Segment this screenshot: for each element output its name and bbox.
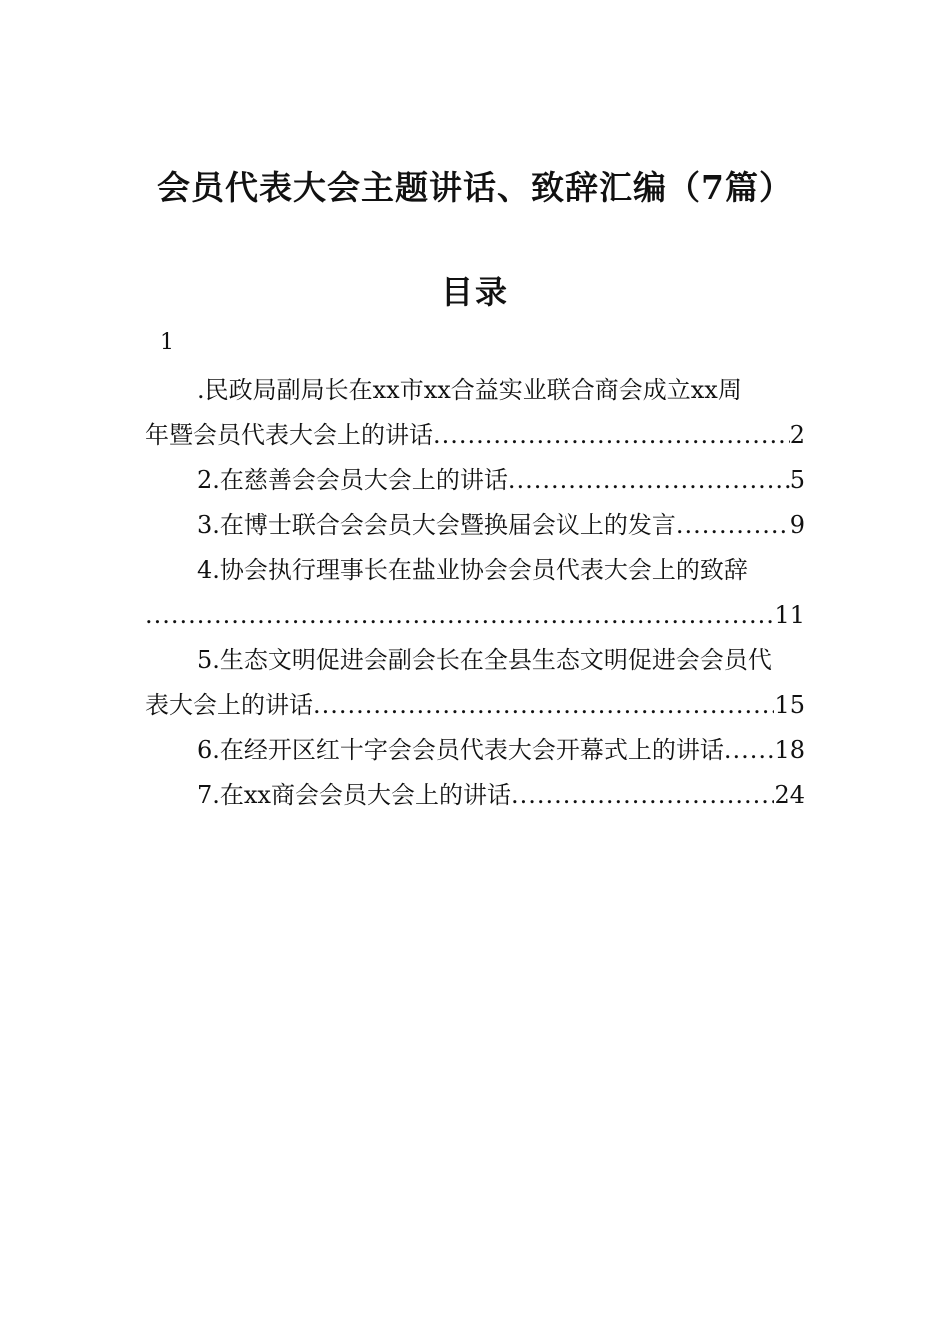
toc-page-number: 9 <box>789 511 805 539</box>
toc-page-number: 24 <box>774 781 805 809</box>
toc-entry-1-line-1[interactable] <box>145 368 805 413</box>
document-title: 会员代表大会主题讲话、致辞汇编（7篇） <box>157 168 793 207</box>
toc-leader-dots <box>508 458 790 503</box>
toc-page-number: 11 <box>774 601 805 629</box>
toc-leader-dots <box>313 683 774 728</box>
toc-entry-5-line-1[interactable] <box>145 638 805 683</box>
toc-entry-text: 表大会上的讲话 <box>145 691 313 719</box>
toc-leader-dots <box>676 503 790 548</box>
toc-orphan-number: 1 <box>160 330 174 355</box>
toc-entry-text: 3.在博士联合会会员大会暨换届会议上的发言 <box>197 511 676 539</box>
table-of-contents <box>145 368 805 818</box>
toc-entry-text: 年暨会员代表大会上的讲话 <box>145 421 433 449</box>
toc-entry-4-line-2[interactable] <box>145 593 805 638</box>
toc-page-number: 15 <box>774 691 805 719</box>
toc-entry-6[interactable] <box>145 728 805 773</box>
toc-entry-text: 4.协会执行理事长在盐业协会会员代表大会上的致辞 <box>197 556 748 584</box>
toc-entry-3[interactable] <box>145 503 805 548</box>
toc-leader-dots <box>145 593 774 638</box>
toc-entry-4-line-1[interactable] <box>145 548 805 593</box>
toc-page-number: 18 <box>774 736 805 764</box>
toc-entry-1-line-2[interactable] <box>145 413 805 458</box>
toc-entry-text: 5.生态文明促进会副会长在全县生态文明促进会会员代 <box>197 646 772 674</box>
toc-heading: 目录 <box>440 273 509 311</box>
toc-page-number: 2 <box>789 421 805 449</box>
toc-leader-dots <box>433 413 790 458</box>
toc-leader-dots <box>511 773 774 818</box>
toc-entry-text: .民政局副局长在xx市xx合益实业联合商会成立xx周 <box>197 376 742 404</box>
toc-entry-5-line-2[interactable] <box>145 683 805 728</box>
toc-entry-text: 6.在经开区红十字会会员代表大会开幕式上的讲话 <box>197 736 724 764</box>
toc-entry-text: 2.在慈善会会员大会上的讲话 <box>197 466 508 494</box>
toc-entry-text: 7.在xx商会会员大会上的讲话 <box>197 781 511 809</box>
toc-entry-2[interactable] <box>145 458 805 503</box>
toc-page-number: 5 <box>789 466 805 494</box>
toc-leader-dots <box>724 728 775 773</box>
toc-entry-7[interactable] <box>145 773 805 818</box>
